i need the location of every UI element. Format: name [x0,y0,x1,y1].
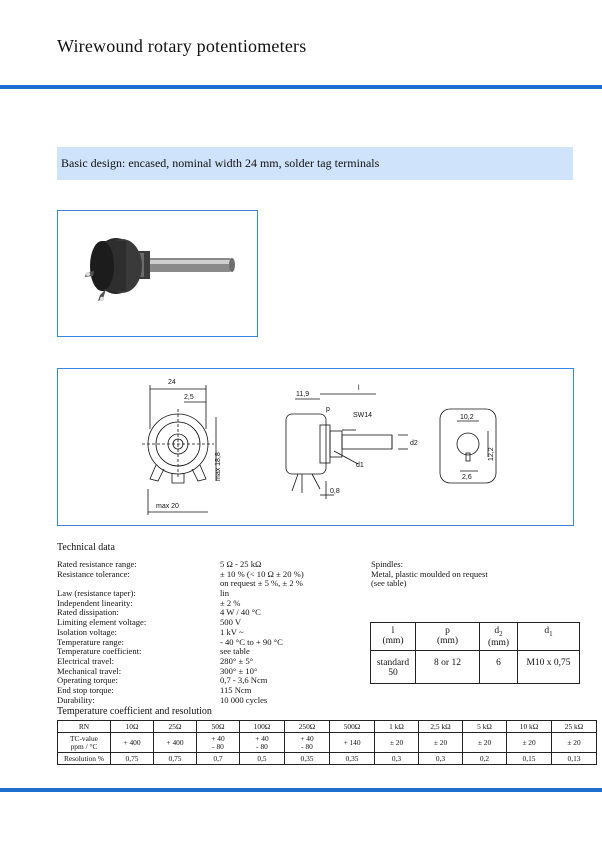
spec-value: lin [220,588,230,599]
tc-rn-cell: 500Ω [330,721,375,733]
tc-resolution-cell: 0,7 [197,753,240,765]
spec-value: 115 Ncm [220,684,252,695]
tc-row-label: TC-value ppm / °C [58,733,111,753]
spec-value: 1 kV ~ [220,626,244,637]
tc-rn-cell: 50Ω [197,721,240,733]
tc-row-label: RN [58,721,111,733]
spindle-header: p (mm) [416,623,480,651]
dimension-drawing [58,369,573,525]
tc-value-cell: + 40 - 80 [285,733,330,753]
dim-label: l [358,385,360,392]
spec-value: 0,7 - 3,6 Ncm [220,675,268,686]
tc-resolution-cell: 0,3 [375,753,419,765]
spindle-cell: 8 or 12 [416,651,480,684]
tc-rn-cell: 2,5 kΩ [419,721,463,733]
tc-resolution-cell: 0,3 [419,753,463,765]
dim-label: 12,2 [488,447,495,461]
dim-label: max 20 [156,503,179,510]
spindles-line: (see table) [371,578,407,589]
tc-resolution-cell: 0,35 [285,753,330,765]
spec-label: Temperature coefficient: [57,646,142,657]
tc-rn-cell: 1 kΩ [375,721,419,733]
spec-label: End stop torque: [57,684,114,695]
spindle-cell: M10 x 0,75 [518,651,580,684]
tc-value-cell: ± 20 [507,733,552,753]
spec-value: - 40 °C to + 90 °C [220,636,283,647]
tc-value-cell: + 400 [154,733,197,753]
dim-label: 2,6 [462,474,472,481]
tc-rn-cell: 10 kΩ [507,721,552,733]
tc-resolution-cell: 0,15 [507,753,552,765]
tc-value-cell: + 40 - 80 [197,733,240,753]
tc-resolution-cell: 0,13 [552,753,597,765]
dim-label: max 18,8 [215,452,222,481]
spindle-header: l (mm) [371,623,416,651]
spec-label: Electrical travel: [57,655,115,666]
tc-value-cell: ± 20 [375,733,419,753]
spec-value: 10 000 cycles [220,694,268,705]
tc-value-cell: ± 20 [419,733,463,753]
spec-label: Law (resistance taper): [57,588,136,599]
dim-label: 24 [168,379,176,386]
spindles-title: Spindles: [371,559,403,569]
footer-rule [0,788,602,792]
dim-label: SW14 [353,412,373,419]
spec-value: 280° ± 5° [220,655,254,666]
tc-rn-cell: 5 kΩ [463,721,507,733]
spec-value: ± 10 % (< 10 Ω ± 20 %) [220,568,304,579]
tc-value-cell: + 140 [330,733,375,753]
spec-value: 4 W / 40 °C [220,607,261,618]
spec-value: 300° ± 10° [220,665,258,676]
tc-rn-cell: 25 kΩ [552,721,597,733]
spec-label: Limiting element voltage: [57,617,147,628]
spindle-cell: 6 [480,651,518,684]
tc-rn-cell: 250Ω [285,721,330,733]
spec-label: Rated dissipation: [57,607,119,618]
tc-rn-cell: 25Ω [154,721,197,733]
header-rule [0,85,602,89]
tc-table [57,720,597,765]
spec-value: 5 Ω - 25 kΩ [220,559,262,569]
tc-resolution-cell: 0,5 [240,753,285,765]
spindles-line: Metal, plastic moulded on request [371,568,488,579]
spec-value: on request ± 5 %, ± 2 % [220,578,303,589]
potentiometer-photo [58,211,257,336]
tc-resolution-cell: 0,75 [111,753,154,765]
spec-label: Durability: [57,694,95,705]
spec-label: Independent linearity: [57,597,133,608]
spec-value: ± 2 % [220,597,241,608]
product-photo-frame [57,210,258,337]
dim-label: p [326,406,330,413]
spec-label: Rated resistance range: [57,559,137,569]
technical-data-heading: Technical data [57,542,115,553]
tc-table-heading: Temperature coefficient and resolution [57,706,212,717]
dim-label: 10,2 [460,414,474,421]
dim-label: 11,9 [296,391,310,398]
dim-label: 2,5 [184,394,194,401]
spec-label: Temperature range: [57,636,124,647]
spindles-note [371,560,488,589]
tc-value-cell: ± 20 [552,733,597,753]
tc-rn-cell: 100Ω [240,721,285,733]
spec-label: Mechanical travel: [57,665,122,676]
dim-label: 0,8 [330,488,340,495]
banner-text: Basic design: encased, nominal width 24 mm, solder tag terminals [61,156,380,170]
design-banner [57,147,573,180]
spec-label: Operating torque: [57,675,118,686]
spindle-header: $d_1$ [518,623,580,651]
dimension-drawing-frame [57,368,574,526]
tc-resolution-cell: 0,75 [154,753,197,765]
dim-label: d2 [410,440,418,447]
spec-label: Isolation voltage: [57,626,117,637]
tc-value-cell: + 40 - 80 [240,733,285,753]
spec-label: Resistance tolerance: [57,568,130,579]
tc-value-cell: ± 20 [463,733,507,753]
spec-value: see table [220,646,250,657]
dim-label: d1 [356,462,364,469]
tc-row-label: Resolution % [58,753,111,765]
tc-resolution-cell: 0,35 [330,753,375,765]
spindle-table [370,622,580,684]
tc-resolution-cell: 0,2 [463,753,507,765]
spindle-cell: standard 50 [371,651,416,684]
tc-value-cell: + 400 [111,733,154,753]
tc-rn-cell: 10Ω [111,721,154,733]
spindle-header: $d_2$ (mm) [480,623,518,651]
spec-value: 500 V [220,617,242,628]
page-title: Wirewound rotary potentiometers [57,36,307,56]
